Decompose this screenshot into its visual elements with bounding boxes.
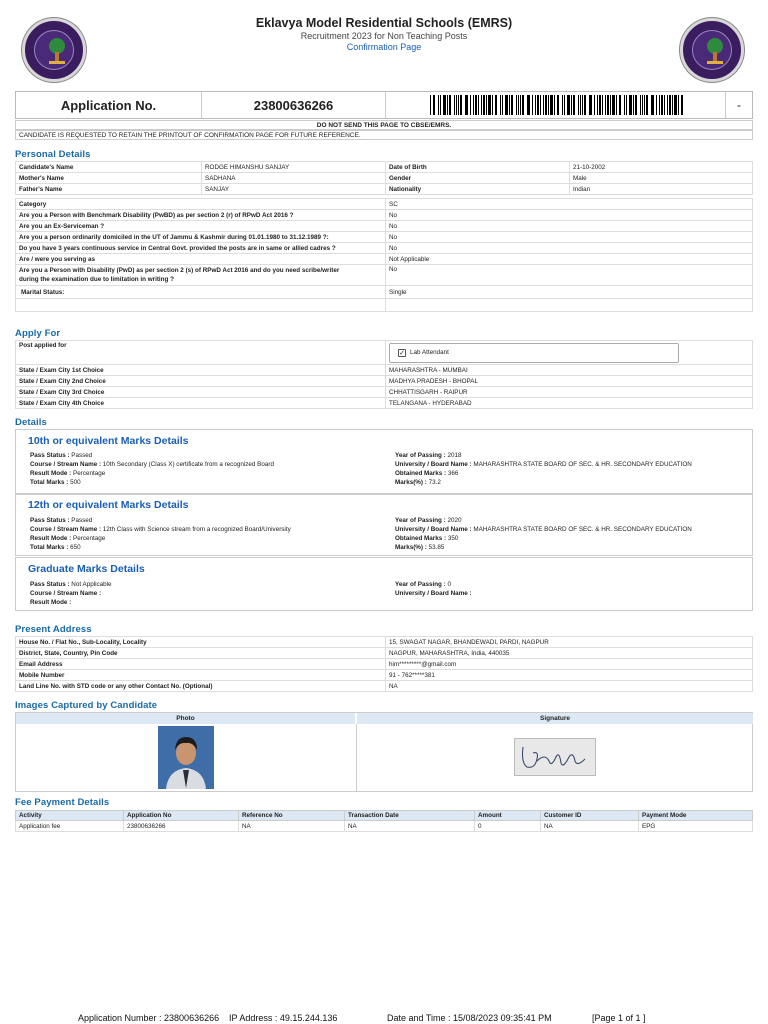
table-cell: 0 (475, 821, 541, 832)
table-row (16, 243, 753, 254)
table-cell: NA (345, 821, 475, 832)
empty-cell (16, 299, 386, 312)
field-value: Male (570, 173, 753, 184)
field-value: him*********@gmail.com (386, 659, 753, 670)
field-label: Do you have 3 years continuous service in Central Govt. provided the posts are in same or allied cadres ? (16, 243, 386, 254)
column-header: Application No (124, 811, 239, 821)
field-value: SADHANA (202, 173, 386, 184)
scribe-label-line1: Are you a Person with Disability (PwD) as per section 2 (s) of RPwD Act 2016 and do you need scribe/writer (19, 267, 340, 274)
twelfth-marks-title: 12th or equivalent Marks Details (28, 499, 189, 511)
page-subtitle: Recruitment 2023 for Non Teaching Posts (300, 31, 468, 41)
field-label: Nationality (386, 184, 570, 195)
table-row (16, 299, 753, 312)
field-value: MADHYA PRADESH - BHOPAL (386, 376, 753, 387)
field-value: No (386, 210, 753, 221)
footer-application-number: Application Number : 23800636266 (78, 1013, 220, 1023)
table-row (16, 210, 753, 221)
column-header: Transaction Date (345, 811, 475, 821)
column-header: Amount (475, 811, 541, 821)
field-value: 91 - 762*****381 (386, 670, 753, 681)
field-row: University / Board Name : MAHARASHTRA STATE BOARD OF SEC. & HR. SECONDARY EDUCATION (395, 461, 692, 468)
field-label (16, 265, 386, 286)
section-details: Details (15, 417, 47, 428)
section-fee-payment: Fee Payment Details (15, 797, 110, 808)
field-row: Result Mode : (30, 599, 72, 606)
field-label: State / Exam City 4th Choice (16, 398, 386, 409)
table-row (16, 162, 753, 173)
column-header: Customer ID (541, 811, 639, 821)
field-label: State / Exam City 2nd Choice (16, 376, 386, 387)
field-row: Obtained Marks : 350 (395, 535, 459, 542)
footer-page-number: [Page 1 of 1 ] (592, 1013, 646, 1023)
table-row (16, 265, 753, 286)
field-label: Are / were you serving as (16, 254, 386, 265)
graduate-marks-title: Graduate Marks Details (28, 563, 145, 575)
field-value: Indian (570, 184, 753, 195)
post-applied-cell (386, 341, 753, 365)
table-row (16, 821, 753, 832)
field-label: Are you a person ordinarily domiciled in the UT of Jammu & Kashmir during 01.01.1980 to 31.12.1989 ?: (16, 232, 386, 243)
personal-details-table (15, 161, 753, 195)
graduate-right-fields (395, 580, 472, 598)
field-row: Total Marks : 500 (30, 479, 81, 486)
table-row (16, 184, 753, 195)
tenth-marks-title: 10th or equivalent Marks Details (28, 435, 189, 447)
field-value: NAGPUR, MAHARASHTRA, India, 440035 (386, 648, 753, 659)
field-label: Email Address (16, 659, 386, 670)
barcode (386, 92, 726, 118)
tenth-left-fields (30, 451, 274, 487)
table-row (16, 199, 753, 210)
field-value: SANJAY (202, 184, 386, 195)
column-header: Reference No (239, 811, 345, 821)
field-row: Pass Status : Passed (30, 452, 93, 459)
field-value: No (386, 232, 753, 243)
field-row: Course / Stream Name : (30, 590, 102, 597)
field-label: Date of Birth (386, 162, 570, 173)
table-row (16, 670, 753, 681)
notice-do-not-send: DO NOT SEND THIS PAGE TO CBSE/EMRS. (15, 120, 753, 130)
footer-date-time: Date and Time : 15/08/2023 09:35:41 PM (387, 1013, 552, 1023)
field-label: Mother's Name (16, 173, 202, 184)
tenth-marks-panel (15, 429, 753, 495)
section-images-captured: Images Captured by Candidate (15, 700, 158, 711)
footer-ip-address: IP Address : 49.15.244.136 (229, 1013, 338, 1023)
table-cell: 23800636266 (124, 821, 239, 832)
twelfth-marks-panel (15, 493, 753, 556)
barcode-icon (428, 94, 684, 116)
address-table (15, 636, 753, 692)
table-cell: Application fee (16, 821, 124, 832)
table-row (16, 648, 753, 659)
section-personal-details: Personal Details (15, 149, 91, 160)
field-value: CHHATTISGARH - RAIPUR (386, 387, 753, 398)
scribe-label-line2: during the examination due to limitation in writing ? (19, 276, 174, 283)
field-label: House No. / Flat No., Sub-Locality, Locality (16, 637, 386, 648)
field-row: Result Mode : Percentage (30, 535, 106, 542)
field-value: NA (386, 681, 753, 692)
field-row: Pass Status : Not Applicable (30, 581, 112, 588)
field-label: Are you an Ex-Serviceman ? (16, 221, 386, 232)
field-label: Mobile Number (16, 670, 386, 681)
table-row (16, 221, 753, 232)
apply-for-table (15, 340, 753, 409)
field-value: 15, SWAGAT NAGAR, BHANDEWADI, PARDI, NAGPUR (386, 637, 753, 648)
candidate-signature (514, 738, 596, 776)
field-row: Marks(%) : 53.85 (395, 544, 445, 551)
field-value: No (386, 243, 753, 254)
table-cell: NA (541, 821, 639, 832)
field-row: Obtained Marks : 366 (395, 470, 459, 477)
field-label: Land Line No. with STD code or any other Contact No. (Optional) (16, 681, 386, 692)
field-row: Marks(%) : 73.2 (395, 479, 441, 486)
post-applied-value: Lab Attendant (410, 349, 449, 356)
table-header-row (16, 811, 753, 821)
table-row (16, 659, 753, 670)
section-present-address: Present Address (15, 624, 92, 635)
field-row: University / Board Name : MAHARASHTRA STATE BOARD OF SEC. & HR. SECONDARY EDUCATION (395, 526, 692, 533)
field-label: District, State, Country, Pin Code (16, 648, 386, 659)
field-row: Pass Status : Passed (30, 517, 93, 524)
photo-header: Photo (16, 713, 356, 724)
person-photo-icon (158, 726, 214, 789)
field-value: TELANGANA - HYDERABAD (386, 398, 753, 409)
graduate-marks-panel (15, 557, 753, 611)
field-label: Candidate's Name (16, 162, 202, 173)
table-cell: NA (239, 821, 345, 832)
column-header: Activity (16, 811, 124, 821)
field-row: Course / Stream Name : 12th Class with Science stream from a recognized Board/University (30, 526, 291, 533)
personal-questions-table (15, 198, 753, 312)
field-row: Year of Passing : 2018 (395, 452, 462, 459)
table-row (16, 365, 753, 376)
table-row (16, 254, 753, 265)
page-title: Eklavya Model Residential Schools (EMRS) (255, 16, 513, 30)
confirmation-page-label: Confirmation Page (346, 42, 422, 52)
table-row (16, 286, 753, 299)
table-row (16, 376, 753, 387)
application-no-value: 23800636266 (202, 92, 386, 118)
field-label: Gender (386, 173, 570, 184)
field-row: Year of Passing : 2020 (395, 517, 462, 524)
field-row: Total Marks : 650 (30, 544, 81, 551)
field-label: Father's Name (16, 184, 202, 195)
section-apply-for: Apply For (15, 328, 61, 339)
field-row: University / Board Name : (395, 590, 472, 597)
tenth-right-fields (395, 451, 692, 487)
signature-header: Signature (357, 713, 753, 724)
field-label: Post applied for (16, 341, 386, 365)
field-value: Single (386, 286, 753, 299)
field-value: No (386, 265, 753, 286)
column-header: Payment Mode (639, 811, 753, 821)
column-divider (356, 724, 357, 791)
field-value: Not Applicable (386, 254, 753, 265)
field-value: RODGE HIMANSHU SANJAY (202, 162, 386, 173)
checkbox-checked-icon[interactable]: ✓ (399, 349, 405, 357)
field-row: Result Mode : Percentage (30, 470, 106, 477)
table-row (16, 681, 753, 692)
application-no-label: Application No. (16, 92, 202, 118)
field-label: Marital Status: (16, 286, 386, 299)
field-value: SC (386, 199, 753, 210)
field-label: Category (16, 199, 386, 210)
table-row (16, 398, 753, 409)
fee-payment-table (15, 810, 753, 832)
application-number-box (15, 91, 753, 119)
candidate-photo (158, 726, 214, 789)
table-row (16, 387, 753, 398)
table-row (16, 341, 753, 365)
application-dash: - (737, 98, 741, 112)
table-row (16, 173, 753, 184)
post-checkbox-box (389, 343, 679, 363)
field-value: No (386, 221, 753, 232)
empty-cell (386, 299, 753, 312)
images-table (15, 712, 753, 792)
notice-retain-printout: CANDIDATE IS REQUESTED TO RETAIN THE PRINTOUT OF CONFIRMATION PAGE FOR FUTURE REFERENCE. (15, 130, 753, 140)
field-row: Year of Passing : 0 (395, 581, 452, 588)
field-label: State / Exam City 3rd Choice (16, 387, 386, 398)
table-cell: EPG (639, 821, 753, 832)
table-row (16, 232, 753, 243)
signature-scribble-icon (515, 739, 595, 775)
graduate-left-fields (30, 580, 112, 607)
field-row: Course / Stream Name : 10th Secondary (Class X) certificate from a recognized Board (30, 461, 274, 468)
field-value: 21-10-2002 (570, 162, 753, 173)
table-row (16, 637, 753, 648)
twelfth-left-fields (30, 516, 291, 552)
field-label: State / Exam City 1st Choice (16, 365, 386, 376)
field-label: Are you a Person with Benchmark Disability (PwBD) as per section 2 (r) of RPwD Act 2016 ? (16, 210, 386, 221)
twelfth-right-fields (395, 516, 692, 552)
field-value: MAHARASHTRA - MUMBAI (386, 365, 753, 376)
